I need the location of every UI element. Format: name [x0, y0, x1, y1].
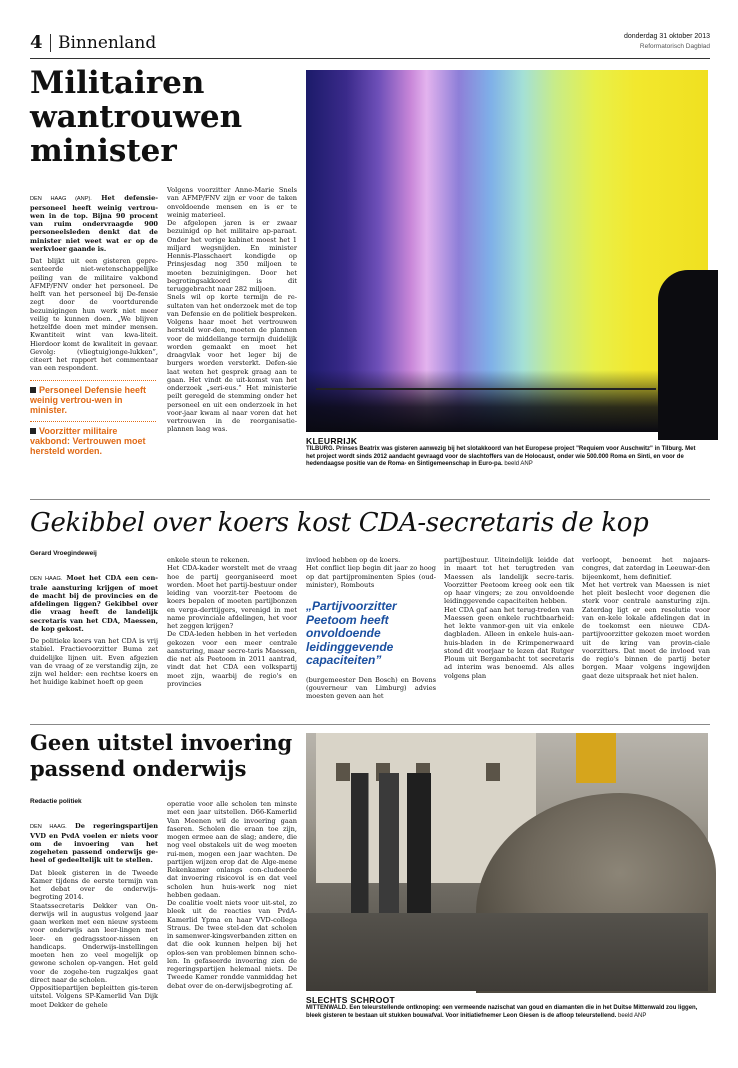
photo-excavator [576, 733, 616, 783]
caption-text: MITTENWALD. Een teleurstellende ontknoping: een vermeende nazischat van goud en diamanten die in het Duitse Mittenwald zou liggen, bleek gisteren te bestaan uit stukken bouwafval. Voor initiatiefnemer Leon Giesen is de afloop teleurstellend. beeld ANP [306, 1005, 698, 1019]
bullet-item-1: Personeel Defensie heeft weinig vertrou-wen in minister. [30, 385, 147, 415]
bullet-item-2: Voorzitter militaire vakbond: Vertrouwen moet hersteld worden. [30, 426, 146, 456]
photo-people [351, 773, 431, 913]
bullet-square-icon [30, 387, 36, 393]
article2-dateline: DEN HAAG. [30, 576, 63, 583]
article1-lead: Het defensie-personeel heeft weinig vertrou-wen in de top. Bijna 90 procent van ruim ondervraagde 900 personeelsleden denkt dat de minister niet weet wat er op de werkvloer gaande is. [30, 194, 158, 253]
photo-requiem [306, 70, 708, 432]
header-rule [30, 58, 710, 59]
article2-col2: enkele steun te rekenen. Het CDA-kader worstelt met de vraag hoe de partij georganiseerd moet worden. Moet het partij-bestuur onder leiding van voorzit-ter Peetoom de koers bepalen of moeten partijbonzen en verga-derttijgers, verenigd in met name provinciale afdelingen, het voor het zeggen krijgen? De CDA-leden hebben in het verleden gekozen voor een meer centrale aansturing, maar secre-taris Maessen, die net als Peetoom in 2011 aantrad, vindt dat het CDA een volkspartij moet zijn, waarbij de regio's en provincies [167, 556, 297, 688]
article3-col1 [30, 814, 158, 1044]
article3-dateline: DEN HAAG. [30, 824, 67, 831]
article1-body: Dat blijkt uit een gisteren gepre-senteerde niet-wetenschappelijke peiling van de militaire vakbond AFMP/FNV onder het personeel. De helft van het personeel bij De-fensie zegt door de voortdurende bezuinigingen hun werk niet meer veilig te kunnen doen. „We blijven hetzelfde doen met minder mensen. Kwantiteit wint van kwa-liteit. Hierdoor komt de kwaliteit in gevaar. Gevolg: (vliegtuig)onge-lukken”, citeert het rapport het commentaar van een respondent. [30, 257, 158, 373]
newspaper-name: Reformatorisch Dagblad [639, 43, 710, 50]
article2-col3 [306, 556, 436, 716]
headline-education: Geen uitstel invoering passend onderwijs [30, 730, 293, 781]
article3-body: Dat bleek gisteren in de Tweede Kamer tijdens de eerste termijn van het debat over de onderwijs-begroting 2014. Staatssecretaris Dekker van On-derwijs wil in augustus volgend jaar gaan werken met een nieuw systeem voor onderwijs aan leer-lingen met leer- en gedragsstoor-nissen en handicaps. Onderwijs-instellingen moeten hen zo veel mogelijk op gewone scholen op-vangen. Het geld voor de zogehe-ten rugzakjes gaat direct naar de scholen. Oppositiepartijen bepleitten gis-teren uitstel. Volgens SP-Kamerlid Van Dijk moet Dekker de gehele [30, 868, 158, 1009]
article2-col3b: (burgemeester Den Bosch) en Bovens (gouverneur van Limburg) advies moesten geven aan het [306, 675, 436, 700]
section-rule-1 [30, 499, 710, 500]
article1-dateline: DEN HAAG (ANP). [30, 196, 92, 203]
article3-byline: Redactie politiek [30, 798, 82, 805]
article3-col2: operatie voor alle scholen ten minste met een jaar uitstellen. D66-Kamerlid Van Meenen wil de invoering gaan faseren. Scholen die eraan toe zijn, mogen ermee aan de slag; andere, die nog veel obstakels uit de weg moeten rui-men, mogen een jaar wachten. De partijen wijzen erop dat de Alge-mene Rekenkamer onlangs con-cludeerde dat invoering risicovol is en dat veel scholen hun huis-werk nog niet hebben gedaan. De coalitie voelt niets voor uit-stel, zo bleek uit de reacties van PvdA-Kamerlid Ypma en haar VVD-collega Straus. De twee stel-den dat scholen in samenwer-kingsverbanden zitten en dat die ook kunnen helpen bij het oplos-sen van problemen binnen scho-len. In gefaseerde invoering zien de regeringspartijen helemaal niets. De Tweede Kamer rondde vanmiddag het debat over de on-derwijsbegroting af. [167, 800, 297, 990]
photo-window [486, 763, 500, 781]
article1-col1 [30, 186, 158, 373]
bullet-divider [30, 380, 156, 381]
article3-lead: De regeringspartijen VVD en PvdA voelen er niets voor om de invoering van het zogeheten passend onderwijs ge-heel of gedeeltelijk uit te stellen. [30, 822, 158, 865]
headline-military: Militairen wantrouwen minister [30, 65, 243, 169]
bullet-divider [30, 421, 156, 422]
bullet-square-icon [30, 428, 36, 434]
section-rule-2 [30, 724, 710, 725]
photo-scrap [306, 733, 708, 991]
photo-stage-silhouette [306, 370, 708, 432]
photo-railing [316, 388, 656, 390]
article2-col5: verloopt, benoemt het najaars-congres, dat zaterdag in Leeuwar-den bijeenkomt, hem definitief. Met het vertrek van Maessen is niet het pleit beslecht voor degenen die sterk voor centrale aansturing zijn. Zaterdag ligt er een resolutie voor van en-kele lokale afdelingen dat in de toekomst een nieuwe CDA-partijvoorzitter gekozen moet worden uit de kring van provin-ciale voorzitters. Dat moet de invloed van de regio's binnen de partij beter borgen. Maar volgens ingewijden gaat deze uitspraak het niet halen. [582, 556, 710, 680]
article2-col4: partijbestuur. Uiteindelijk leidde dat in maart tot het terugtreden van Maessen als landelijk secre-taris. Voorzitter Peetoom kreeg ook een tik op haar vingers; ze zou onvoldoende leidinggevende capaciteiten hebben. Het CDA gaf aan het terug-treden van Maessen geen enkele ruchtbaarheid: het lekte vanmor-gen uit via enkele dagbladen. Alleen in enkele huis-aan-huis-bladen in de Krimpenerwaard stond dit voorjaar te lezen dat Rutger Ploum uit Bergambacht tot secretaris ad interim was benoemd. Als alles volgens plan [444, 556, 574, 680]
header-divider [50, 34, 51, 52]
pull-quote: „Partijvoorzitter Peetoom heeft onvoldoende leidinggevende capaciteiten” [306, 599, 397, 667]
photo2-caption [306, 995, 706, 1020]
headline-cda: Gekibbel over koers kost CDA-secretaris de kop [30, 508, 649, 538]
photo1-caption [306, 436, 706, 469]
issue-date: donderdag 31 oktober 2013 [623, 33, 710, 40]
caption-title: SLECHTS SCHROOT [306, 995, 396, 1005]
article2-byline: Gerard Vroegindeweij [30, 550, 97, 557]
article2-col1 [30, 566, 158, 712]
caption-title: KLEURRIJK [306, 436, 358, 446]
photo-window [336, 763, 350, 781]
caption-text: TILBURG. Prinses Beatrix was gisteren aanwezig bij het slotakkoord van het Europese project "Requiem voor Auschwitz" in Tilburg. Met het project wordt sinds 2012 aandacht gevraagd voor de slachtoffers van de Holocaust, onder wie 500.000 Roma en Sinti, en voor de hedendaagse positie van de Roma- en Sintigemeenschap in Euro-pa. beeld ANP [306, 446, 696, 468]
photo-road [306, 913, 708, 991]
article2-body: De politieke koers van het CDA is vrij stabiel. Fractievoorzitter Buma zet duidelijke lijnen uit. Even afgezien van de vraag of ze verstandig zijn, ze zijn wel helder: een rechtse koers en het huidige kabinet hoeft op geen [30, 637, 158, 687]
page-header [30, 32, 710, 56]
section-name: Binnenland [58, 33, 157, 53]
article2-col3a: invloed hebben op de koers. Het conflict liep begin dit jaar zo hoog op dat partijprominenten Spies (oud-minister), Rombouts [306, 556, 436, 589]
page-number: 4 [30, 32, 43, 53]
photo-person-silhouette [658, 270, 718, 440]
article1-col2: Volgens voorzitter Anne-Marie Snels van AFMP/FNV zijn er voor de taken onvoldoende mensen en is er te weinig materieel. De afgelopen jaren is er zwaar bezuinigd op het militaire ap-paraat. Onder het vorige kabinet moest het 1 miljard wegsnijden. En minister Hennis-Plasschaert kondigde op Prinsjesdag nog 350 miljoen te moeten bezuinigingen. Door het begrotingsakkoord is dit teruggebracht naar 282 miljoen. Snels wil op korte termijn de re-sultaten van het onderzoek met de top van Defensie en de politiek bespreken. Volgens haar moet het vertrouwen hersteld wor-den, moeten de plannen voor de middellange termijn duidelijk worden gemaakt en moet het draagvlak voor het leger bij de burgers worden versterkt. Defen-sie laat weten het gesprek graag aan te gaan. Het vindt de uit-komst van het onderzoek „seri-eus.” Het ministerie peilt geregeld de stemming onder het personeel en uit een onderzoek in het voor-jaar kwam al naar voren dat het vertrouwen in de reorganisatie-plannen laag was. [167, 186, 297, 434]
article2-lead: Moet het CDA een cen-trale aansturing krijgen of moet de macht bij de provincies en de afdelingen liggen? Gekibbel over die vraag heeft de landelijk secretaris van het CDA, Maessen, de kop gekost. [30, 574, 158, 633]
article1-bullets [30, 380, 156, 460]
